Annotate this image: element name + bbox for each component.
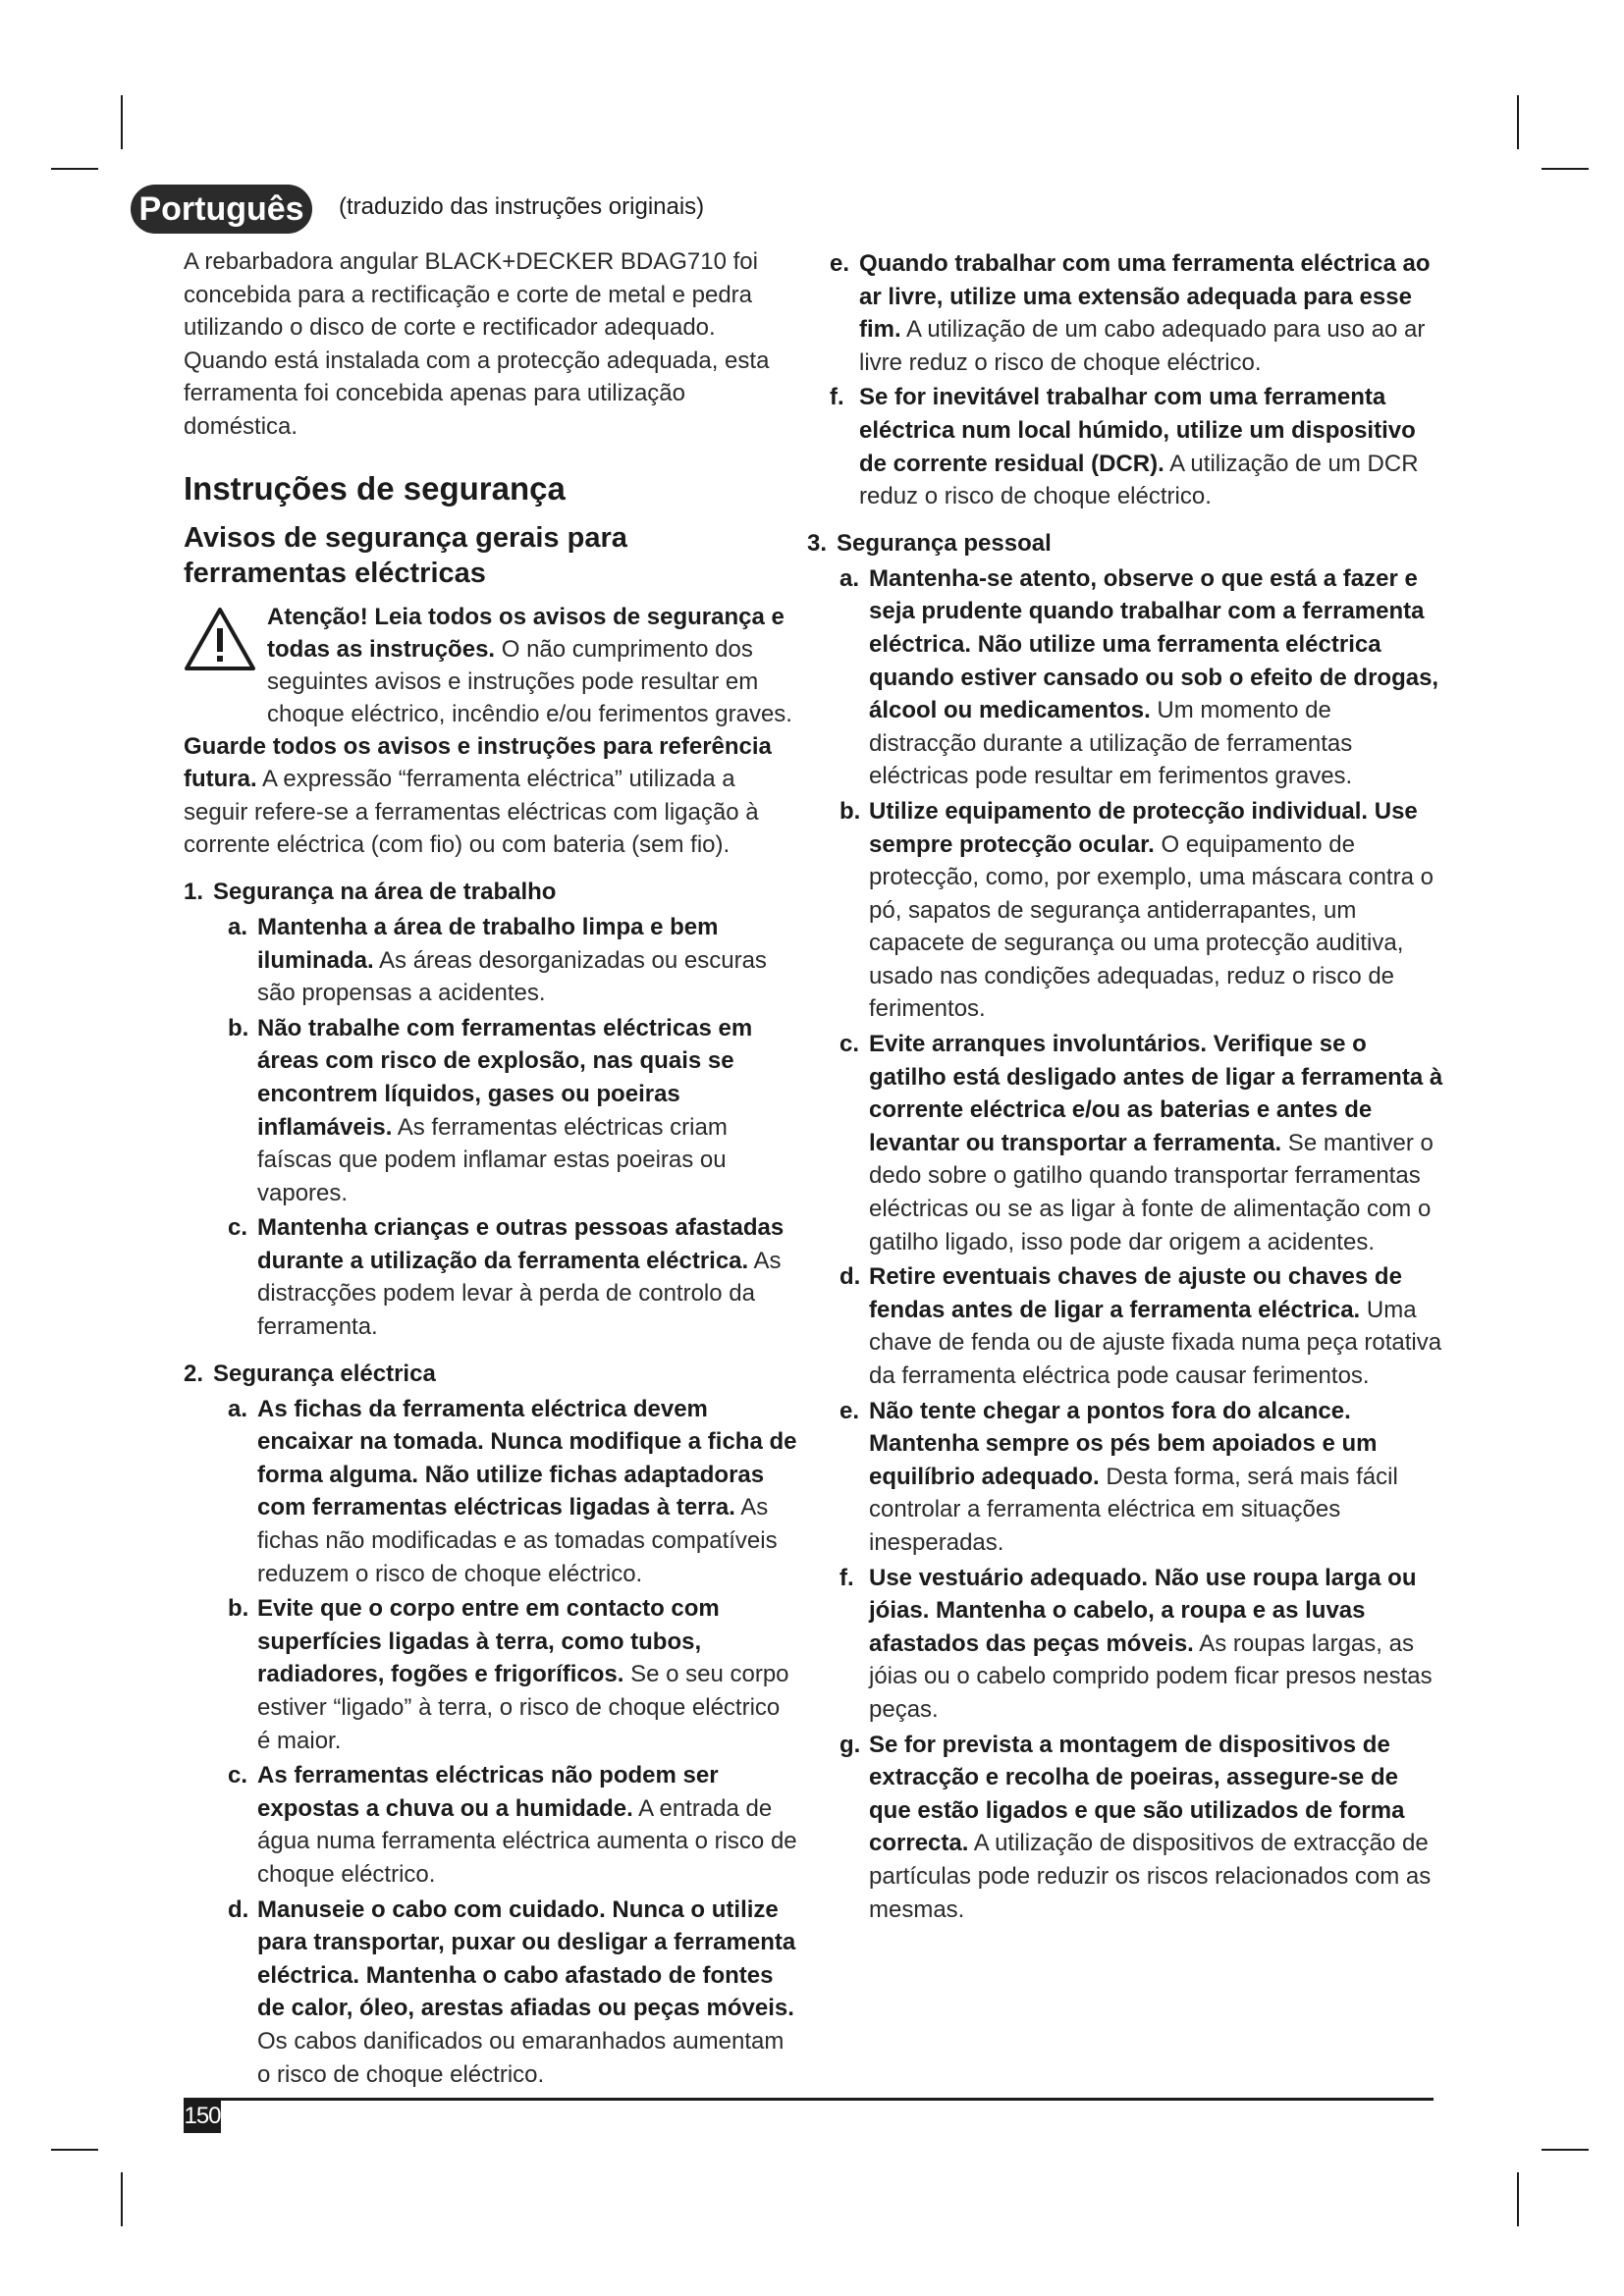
- list-item: g. Se for prevista a montagem de dispositivos de extracção e recolha de poeiras, assegure-se de que estão ligados e que são utilizados de forma correcta. A utilização de dispositivos de extracção de partículas pode reduzir os riscos relacionados com as mesmas.: [839, 1731, 1432, 1923]
- list-item: c. As ferramentas eléctricas não podem ser expostas a chuva ou a humidade. A entrada de água numa ferramenta eléctrica aumenta o risco de choque eléctrico.: [228, 1762, 797, 1888]
- language-badge: Português: [131, 185, 312, 234]
- section-title: 3. Segurança pessoal: [807, 529, 1052, 557]
- footer-rule: [184, 2098, 1434, 2101]
- crop-mark: [1542, 2149, 1589, 2151]
- crop-mark: [121, 2172, 123, 2226]
- list-item: e. Quando trabalhar com uma ferramenta eléctrica ao ar livre, utilize uma extensão adequada para esse fim. A utilização de um cabo adequado para uso ao ar livre reduz o risco de choque eléctrico.: [830, 250, 1431, 376]
- list-item: f. Se for inevitável trabalhar com uma ferramenta eléctrica num local húmido, utilize um dispositivo de corrente residual (DCR). A utilização de um DCR reduz o risco de choque eléctrico.: [830, 384, 1419, 510]
- general-warnings-heading: Avisos de segurança gerais para ferramentas eléctricas: [184, 521, 627, 589]
- intro-paragraph: A rebarbadora angular BLACK+DECKER BDAG710 foi concebida para a rectificação e corte de metal e pedra utilizando o disco de corte e rectificador adequado. Quando está instalada com a protecção adequada, esta ferramenta foi concebida apenas para utilização doméstica.: [184, 248, 770, 440]
- crop-mark: [1517, 95, 1519, 149]
- list-item: a. Mantenha-se atento, observe o que está a fazer e seja prudente quando trabalhar com a ferramenta eléctrica. Não utilize uma ferramenta eléctrica quando estiver cansado ou sob o efeito de drogas, álcool ou medicamentos. Um momento de distracção durante a utilização de ferramentas eléctricas pode resultar em ferimentos graves.: [839, 564, 1439, 790]
- list-item: c. Mantenha crianças e outras pessoas afastadas durante a utilização da ferramenta eléctrica. As distracções podem levar à perda de controlo da ferramenta.: [228, 1214, 785, 1341]
- list-item: b. Não trabalhe com ferramentas eléctricas em áreas com risco de explosão, nas quais se encontrem líquidos, gases ou poeiras inflamáveis. As ferramentas eléctricas criam faíscas que podem inflamar estas poeiras ou vapores.: [228, 1014, 753, 1206]
- safety-heading: Instruções de segurança: [184, 469, 566, 507]
- warning-text: O não cumprimento dos seguintes avisos e instruções pode resultar em choque eléctrico, incêndio e/ou ferimentos graves.: [267, 635, 792, 727]
- section-personal: [807, 527, 1443, 1926]
- section-electrical: [184, 1358, 797, 2091]
- left-column: [184, 245, 797, 2091]
- right-column: [807, 245, 1443, 1926]
- list-item: e. Não tente chegar a pontos fora do alcance. Mantenha sempre os pés bem apoiados e um equilíbrio adequado. Desta forma, será mais fácil controlar a ferramenta eléctrica em situações inesperadas.: [839, 1397, 1398, 1556]
- warning-triangle-icon: [184, 607, 256, 671]
- keep-bold: Guarde todos os avisos e instruções para referência futura.: [184, 732, 772, 793]
- section-work-area: [184, 876, 797, 1344]
- warning-bold: Atenção! Leia todos os avisos de segurança e todas as instruções.: [267, 603, 785, 663]
- list-item: b. Evite que o corpo entre em contacto com superfícies ligadas à terra, como tubos, radiadores, fogões e frigoríficos. Se o seu corpo estiver “ligado” à terra, o risco de choque eléctrico é maior.: [228, 1595, 789, 1754]
- page-number: 150: [184, 2100, 221, 2133]
- section-title: 1. Segurança na área de trabalho: [184, 878, 557, 905]
- keep-text: A expressão “ferramenta eléctrica” utilizada a seguir refere-se a ferramentas eléctricas com ligação à corrente eléctrica (com fio) ou com bateria (sem fio).: [184, 766, 759, 859]
- list-item: a. Mantenha a área de trabalho limpa e bem iluminada. As áreas desorganizadas ou escuras são propensas a acidentes.: [228, 913, 767, 1007]
- warning-block: [184, 601, 797, 730]
- list-item: c. Evite arranques involuntários. Verifique se o gatilho está desligado antes de ligar a ferramenta à corrente eléctrica e/ou as baterias e antes de levantar ou transportar a ferramenta. Se mantiver o dedo sobre o gatilho quando transportar ferramentas eléctricas ou se as ligar à fonte de alimentação com o gatilho ligado, isso pode dar origem a acidentes.: [839, 1031, 1443, 1255]
- list-item: b. Utilize equipamento de protecção individual. Use sempre protecção ocular. O equipamento de protecção, como, por exemplo, uma máscara contra o pó, sapatos de segurança antiderrapantes, um capacete de segurança ou uma protecção auditiva, usado nas condições adequadas, reduz o risco de ferimentos.: [839, 797, 1434, 1023]
- translation-note: (traduzido das instruções originais): [339, 193, 705, 220]
- list-item: d. Manuseie o cabo com cuidado. Nunca o utilize para transportar, puxar ou desligar a ferramenta eléctrica. Mantenha o cabo afastado de fontes de calor, óleo, arestas afiadas ou peças móveis. Os cabos danificados ou emaranhados aumentam o risco de choque eléctrico.: [228, 1896, 796, 2088]
- crop-mark: [51, 168, 98, 170]
- crop-mark: [1517, 2172, 1519, 2226]
- crop-mark: [121, 95, 123, 149]
- section-title: 2. Segurança eléctrica: [184, 1360, 436, 1387]
- crop-mark: [1542, 168, 1589, 170]
- crop-mark: [51, 2149, 98, 2151]
- list-item: d. Retire eventuais chaves de ajuste ou chaves de fendas antes de ligar a ferramenta eléctrica. Uma chave de fenda ou de ajuste fixada numa peça rotativa da ferramenta eléctrica pode causar ferimentos.: [839, 1263, 1442, 1389]
- list-item: a. As fichas da ferramenta eléctrica devem encaixar na tomada. Nunca modifique a ficha de forma alguma. Não utilize fichas adaptadoras com ferramentas eléctricas ligadas à terra. As fichas não modificadas e as tomadas compatíveis reduzem o risco de choque eléctrico.: [228, 1395, 797, 1587]
- keep-instructions: [184, 730, 797, 862]
- list-item: f. Use vestuário adequado. Não use roupa larga ou jóias. Mantenha o cabelo, a roupa e as luvas afastados das peças móveis. As roupas largas, as jóias ou o cabelo comprido podem ficar presos nestas peças.: [839, 1564, 1433, 1723]
